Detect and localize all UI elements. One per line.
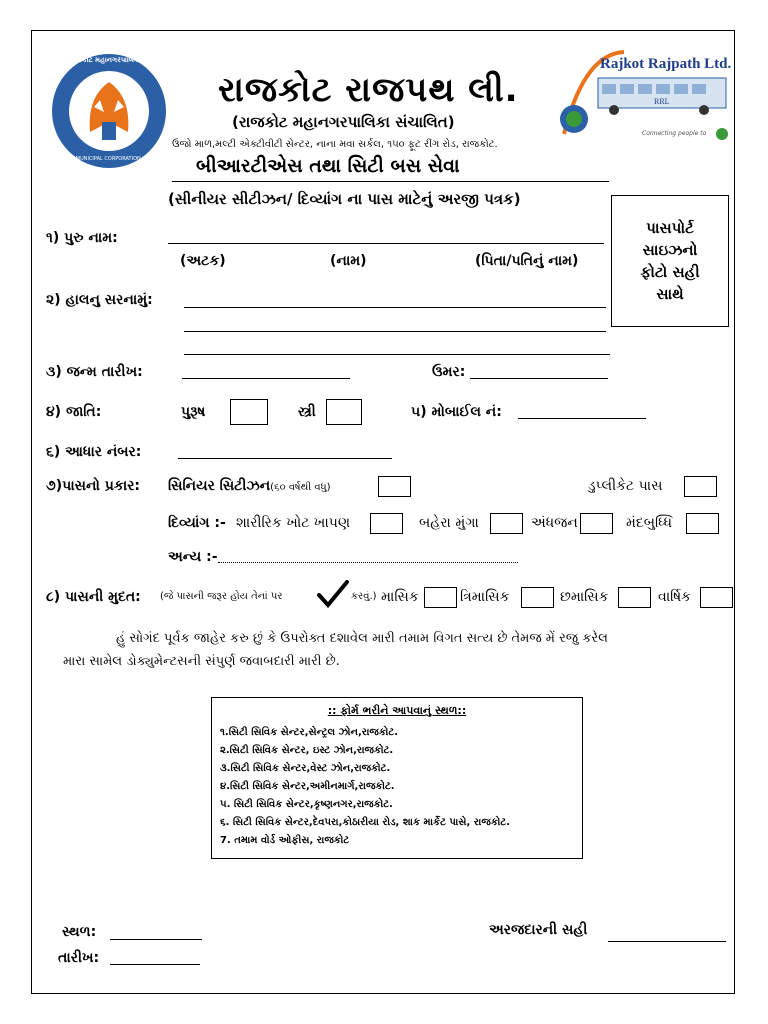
senior-citizen-label [168, 478, 331, 494]
place-label: સ્થળ: [62, 924, 97, 940]
validity-note-end: કરવું.) [351, 591, 377, 602]
duplicate-pass-checkbox[interactable] [684, 476, 717, 497]
monthly-label: માસિક [381, 589, 419, 605]
place-item: ૪.સિટી સિવિક સેન્ટર,અમીનમાર્ગ,રાજકોટ. [220, 781, 395, 792]
place-item: ૬. સિટી સિવિક સેન્ટર,દેવપરા,કોઠારીયા રોડ, શાક માર્કેટ પાસે, રાજકોટ. [220, 817, 510, 828]
quarterly-checkbox[interactable] [521, 587, 554, 608]
service-name: બીઆરટીએસ તથા સિટી બસ સેવા [196, 155, 460, 177]
address-line-1[interactable] [184, 307, 606, 308]
senior-citizen-checkbox[interactable] [378, 476, 411, 497]
date-label: તારીખ: [58, 950, 100, 966]
quarterly-label: ત્રિમાસિક [460, 589, 510, 605]
photo-box-line-2: સાઇઝનો [642, 241, 698, 259]
rmc-logo-text-top: રાજકોટ મહાનગરપાલિકા [70, 56, 141, 64]
declaration-line-2: મારા સામેલ ડોક્યુમેન્ટસની સંપુર્ણ જવાબદારી મારી છે. [63, 654, 340, 669]
place-item: ૫. સિટી સિવિક સેન્ટર,કૃષ્ણનગર,રાજકોટ. [220, 799, 393, 810]
address-label: ૨) હાલનુ સરનામું: [46, 292, 153, 308]
father-name-caption: (પિતા/પતિનું નામ) [475, 253, 579, 269]
rrl-logo-abbr: RRL [654, 97, 670, 106]
female-label: સ્ત્રી [298, 404, 316, 420]
checkmark-icon [316, 580, 350, 608]
photo-box-line-1: પાસપોર્ટ [646, 219, 694, 237]
birth-date-label: ૩) જન્મ તારીખ: [46, 364, 143, 380]
submission-places-heading: :: ફોર્મ ભરીને આપવાનું સ્થળ:: [327, 704, 467, 717]
photo-box[interactable] [611, 195, 729, 327]
aadhaar-line[interactable] [178, 458, 392, 459]
form-heading: (સીનીયર સીટીઝન/ દિવ્યાંગ ના પાસ માટેનું અરજી પત્રક) [168, 190, 521, 208]
yearly-label: વાર્ષિક [658, 589, 692, 605]
mobile-label: ૫) મોબાઈલ નં: [411, 404, 502, 420]
date-line[interactable] [110, 964, 200, 965]
physical-disability-label: શારીરિક ખોટ ખાપણ [236, 515, 351, 531]
address-line-2[interactable] [184, 331, 606, 332]
validity-label: ૮) પાસની મુદત: [46, 589, 141, 605]
monthly-checkbox[interactable] [424, 587, 457, 608]
place-item: ૧.સિટી સિવિક સેન્ટર,સેન્ટ્રલ ઝોન,રાજકોટ. [220, 727, 399, 738]
photo-box-line-3: ફોટો સહી [640, 263, 700, 281]
full-name-line[interactable] [168, 243, 604, 244]
surname-caption: (અટક) [180, 253, 226, 269]
birth-date-line[interactable] [182, 378, 350, 379]
slow-learner-checkbox[interactable] [686, 513, 719, 534]
place-item: ૨.સિટી સિવિક સેન્ટર, ઇસ્ટ ઝોન,રાજકોટ. [220, 745, 394, 756]
divyang-label: દિવ્યાંગ :- [168, 515, 226, 531]
place-line[interactable] [110, 939, 202, 940]
declaration-line-1: હું સોગંદ પૂર્વક જાહેર કરુ છું કે ઉપરોક્ત દશાવેલ મારી તમામ વિગત સત્ય છે તેમજ મેં રજુ કરેલ [116, 631, 608, 646]
duplicate-pass-label: ડુપ્લીકેટ પાસ [588, 478, 663, 494]
pass-type-label: ૭)પાસનો પ્રકાર: [46, 478, 141, 494]
yearly-checkbox[interactable] [700, 587, 733, 608]
full-name-label: ૧) પુરુ નામ: [46, 230, 118, 246]
rrl-logo [554, 44, 734, 156]
validity-note: (જે પાસની જરૂર હોય તેનાં પર [160, 591, 283, 602]
age-line[interactable] [470, 378, 608, 379]
deaf-mute-checkbox[interactable] [490, 513, 523, 534]
signature-line[interactable] [608, 941, 726, 942]
physical-disability-checkbox[interactable] [370, 513, 403, 534]
male-label: પુરૂષ [181, 404, 206, 420]
rmc-logo-text-bottom: RAJKOT MUNICIPAL CORPORATION [56, 156, 141, 162]
aadhaar-label: ૬) આધાર નંબર: [46, 444, 142, 460]
header-rule [172, 181, 609, 182]
half-yearly-label: છમાસિક [560, 589, 609, 605]
slow-learner-label: મંદબુધ્ધિ [626, 515, 673, 531]
gender-label: ૪) જાતિ: [46, 404, 102, 420]
submission-places-box [211, 697, 583, 859]
place-item: 7. તમામ વોર્ડ ઓફીસ, રાજકોટ [220, 835, 350, 846]
address-line-3[interactable] [184, 354, 610, 355]
org-subtitle: (રાજકોટ મહાનગરપાલિકા સંચાલિત) [232, 113, 455, 131]
rrl-logo-title: Rajkot Rajpath Ltd. [600, 56, 732, 72]
male-checkbox[interactable] [230, 399, 268, 425]
age-label: ઉમર: [432, 364, 466, 380]
deaf-mute-label: બહેરા મુંગા [419, 515, 479, 531]
photo-box-line-4: સાથે [656, 285, 684, 303]
first-name-caption: (નામ) [330, 253, 367, 269]
blind-checkbox[interactable] [580, 513, 613, 534]
other-label: અન્ય :- [168, 549, 218, 565]
mobile-line[interactable] [518, 418, 646, 419]
blind-label: અંધજન [531, 515, 578, 531]
senior-age-note: (૬૦ વર્ષથી વધુ) [270, 482, 331, 493]
other-line[interactable] [218, 562, 518, 563]
place-item: ૩.સિટી સિવિક સેન્ટર,વેસ્ટ ઝોન,રાજકોટ. [220, 763, 391, 774]
org-address: ઉજો માળ,મલ્ટી એક્ટીવીટી સેન્ટર, નાના મવા સર્કલ, ૧૫૦ ફૂટ રીંગ રોડ, રાજકોટ. [172, 139, 498, 150]
rmc-logo [50, 52, 168, 170]
org-title: રાજકોટ રાજપથ લી. [218, 70, 519, 110]
female-checkbox[interactable] [326, 399, 362, 425]
rrl-logo-tagline: Connecting people to [642, 130, 707, 137]
signature-label: અરજદારની સહી [489, 922, 588, 938]
senior-citizen-text: સિનિયર સિટીઝન [168, 478, 271, 494]
half-yearly-checkbox[interactable] [618, 587, 651, 608]
